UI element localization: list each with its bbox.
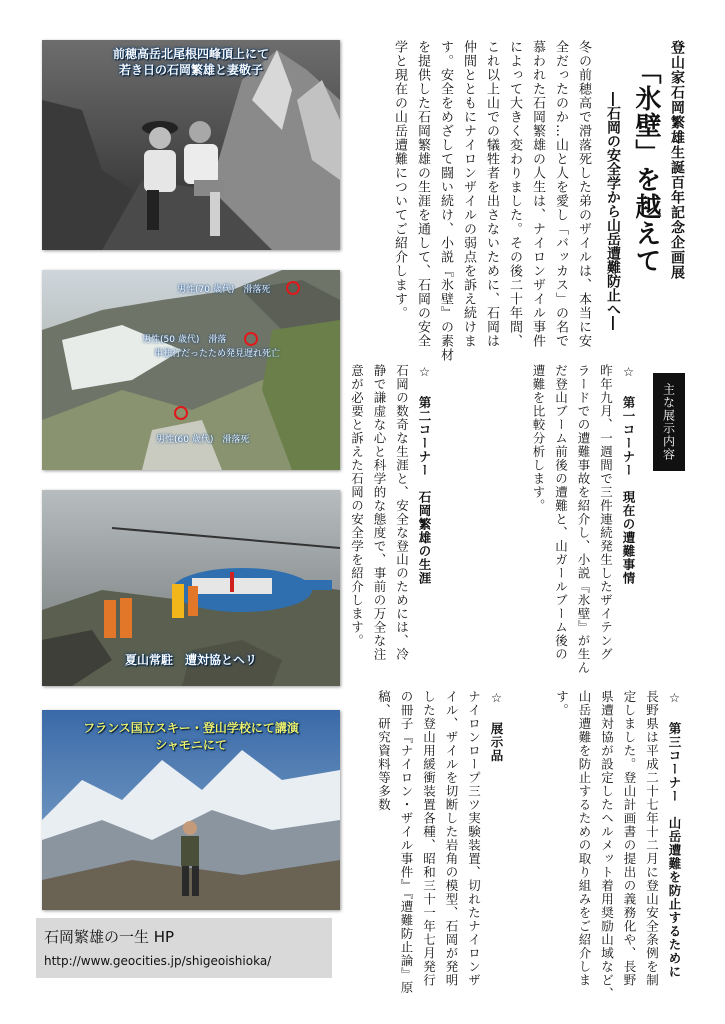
star-icon: ☆ bbox=[417, 364, 432, 380]
photo-accident-slope bbox=[42, 270, 340, 470]
section4-line: 稿、研究資料等多数 bbox=[376, 690, 392, 812]
section2-line: 意が必要と訴えた石岡の安全学を紹介します。 bbox=[349, 364, 365, 648]
photo1-caption-line2: 若き日の石岡繁雄と妻敬子 bbox=[118, 63, 263, 77]
label-male-50s: 男性(50 歳代) 滑落 bbox=[142, 335, 227, 345]
star-icon: ☆ bbox=[621, 364, 636, 380]
section3-heading bbox=[663, 690, 686, 1001]
homepage-url[interactable]: http://www.geocities.jp/shigeoishioka/ bbox=[44, 954, 272, 968]
section-corner3 bbox=[550, 690, 685, 1001]
section1-title: 第一コーナー 現在の遭難事情 bbox=[621, 396, 636, 585]
photo4-caption-line1: フランス国立スキー・登山学校にて講演 bbox=[83, 721, 299, 735]
intro-line: 慕われた石岡繁雄の人生は、ナイロンザイル事件 bbox=[530, 40, 545, 348]
marker-ring-60s bbox=[174, 406, 188, 420]
section3-title: 第三コーナー 山岳遭難を防止するために bbox=[667, 722, 682, 979]
photo4-caption bbox=[42, 720, 340, 754]
section1-line: ラードでの遭難事故を紹介し、小説『氷壁』が生ん bbox=[576, 364, 591, 675]
photo1-caption-line1: 前穂高岳北尾根四峰頂上にて bbox=[112, 47, 269, 61]
section3-line: 県遭対協が設定したヘルメット着用奨励山域など、 bbox=[599, 690, 615, 1001]
intro-line: 学と現在の山岳遭難についてご紹介します。 bbox=[392, 40, 407, 320]
photo-couple-on-summit bbox=[42, 40, 340, 250]
intro-line: を提供した石岡繁雄の生涯を通して、石岡の安全 bbox=[415, 40, 430, 348]
marker-ring-70s bbox=[286, 281, 300, 295]
subtitle: ―石岡の安全学から山岳遭難防止へ― bbox=[605, 92, 621, 330]
intro-line: 仲間とともにナイロンザイルの弱点を訴え続けま bbox=[461, 40, 476, 348]
section1-line: だ登山ブーム前後の遭難と、山ガールブーム後の bbox=[553, 364, 569, 661]
homepage-box bbox=[36, 918, 332, 978]
section1-heading bbox=[617, 364, 640, 675]
star-icon: ☆ bbox=[667, 690, 682, 706]
section4-title: 展示品 bbox=[489, 722, 504, 763]
photo3-caption: 夏山常駐 遭対協とヘリ bbox=[124, 653, 257, 667]
section-corner2 bbox=[345, 364, 435, 661]
section-corner1 bbox=[527, 364, 640, 675]
event-title: 登山家石岡繁雄生誕百年記念企画展 bbox=[669, 40, 685, 280]
section2-line: 静で謙虚な心と科学的な態度で、事前の万全な注 bbox=[372, 364, 387, 661]
homepage-title: 石岡繁雄の一生 HP bbox=[44, 928, 175, 946]
section-exhibits bbox=[372, 690, 507, 994]
main-title: 「氷壁」を越えて bbox=[631, 58, 661, 274]
section4-line: イル、ザイルを切断した岩角の模型、石岡が発明 bbox=[444, 690, 459, 987]
section2-line: 石岡の数奇な生涯と、安全な登山のためには、冷 bbox=[394, 364, 410, 661]
label-male-60s: 男性(60 歳代) 滑落死 bbox=[156, 435, 250, 445]
photo1-caption bbox=[42, 46, 340, 78]
section3-line: 長野県は平成二十七年十二月に登山安全条例を制 bbox=[644, 690, 660, 987]
intro-line: これ以上山での犠牲者を出さないために、石岡は bbox=[484, 40, 499, 348]
intro-paragraph bbox=[388, 40, 595, 362]
photo-rescue-helicopter bbox=[42, 490, 340, 686]
photo-chamonix bbox=[42, 710, 340, 910]
intro-line: によって大きく変わりました。その後二十年間、 bbox=[507, 40, 522, 348]
section1-line: 昨年九月、一週間で三件連続発生したザイテング bbox=[598, 364, 614, 661]
section3-line: 山岳遭難を防止するための取り組みをご紹介しま bbox=[577, 690, 592, 987]
section3-line: す。 bbox=[554, 690, 570, 717]
intro-line: 全だったのか…山と人を愛し「バッカス」の名で bbox=[553, 40, 568, 348]
section4-line: した登山用緩衝装置各種、昭和三十一年七月発行 bbox=[421, 690, 437, 987]
section4-heading bbox=[485, 690, 508, 994]
label-male-70s: 男性(70 歳代) 滑落死 bbox=[177, 285, 271, 295]
star-icon: ☆ bbox=[489, 690, 504, 706]
section4-line: ナイロンロープ三ツ実験装置、切れたナイロンザ bbox=[466, 690, 482, 987]
section2-title: 第二コーナー 石岡繁雄の生涯 bbox=[417, 396, 432, 585]
intro-line: す。安全をめざして闘い続け、小説『氷壁』の素材 bbox=[438, 40, 453, 362]
section2-heading bbox=[413, 364, 436, 661]
section1-line: 遭難を比較分析します。 bbox=[531, 364, 546, 513]
marker-ring-50s bbox=[244, 332, 258, 346]
intro-line: 冬の前穂高で滑落死した弟のザイルは、本当に安 bbox=[576, 40, 591, 348]
section4-line: の冊子『ナイロン・ザイル事件』『遭難防止論』原 bbox=[399, 690, 414, 995]
section3-line: 定しました。登山計画書の提出の義務化や、長野 bbox=[622, 690, 637, 987]
photo4-caption-line2: シャモニにて bbox=[155, 738, 227, 752]
label-male-50s-note: 単独行だったため発見遅れ死亡 bbox=[154, 349, 281, 359]
exhibit-contents-badge: 主な展示内容 bbox=[653, 373, 685, 471]
